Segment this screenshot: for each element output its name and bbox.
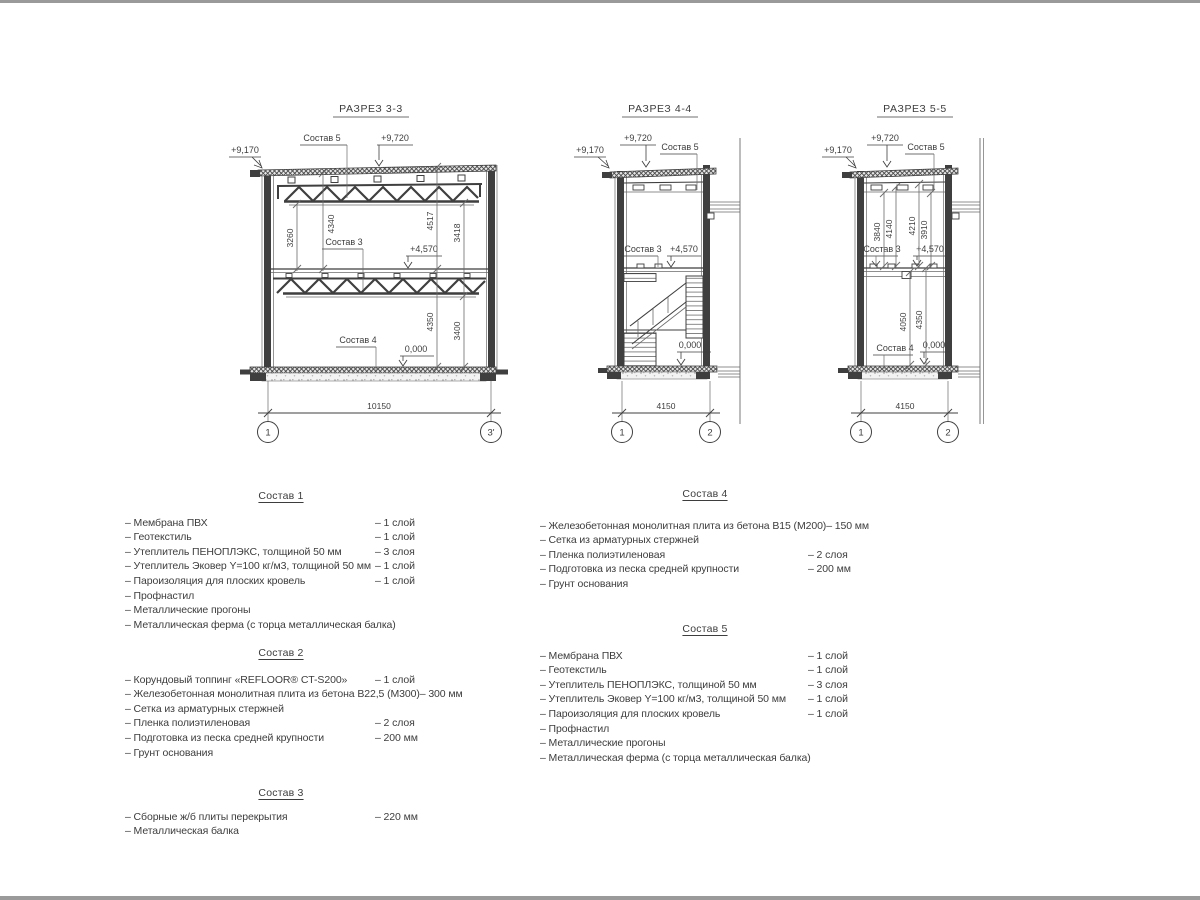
ground-slab <box>240 367 508 381</box>
composition-item <box>125 516 437 531</box>
composition-item <box>125 810 437 825</box>
composition-block-5 <box>540 622 870 765</box>
composition-block-3 <box>125 786 437 839</box>
composition-item <box>125 716 437 731</box>
composition-item-name: – Металлическая балка <box>125 825 239 838</box>
roof-truss <box>277 184 482 205</box>
composition-item <box>540 533 870 548</box>
composition-item <box>540 649 870 664</box>
composition-item-name: – Профнастил <box>125 589 195 602</box>
composition-item-value: – 220 мм <box>375 810 418 823</box>
axis-bubble-label: 1 <box>858 427 864 439</box>
composition-item-value: – 2 слоя <box>808 548 848 561</box>
ground-slab <box>598 366 717 379</box>
dim-label: 4050 <box>898 312 908 332</box>
composition-item-value: – 1 слой <box>375 516 415 529</box>
composition-item <box>540 577 870 592</box>
composition-item-value: – 1 слой <box>808 664 848 677</box>
dim-label: 4350 <box>914 310 924 330</box>
composition-item-value: – 2 слоя <box>375 717 415 730</box>
level-label: +9,170 <box>576 145 604 155</box>
level-label: 0,000 <box>404 344 428 354</box>
composition-item-name: – Утеплитель Эковер Y=100 кг/м3, толщиной 50 мм <box>125 560 371 573</box>
composition-item-name: – Металлические прогоны <box>125 604 251 617</box>
composition-item-name: – Профнастил <box>540 722 610 735</box>
adjacent-structure <box>952 138 984 424</box>
composition-item-name: – Подготовка из песка средней крупности <box>540 563 740 576</box>
composition-item-name: – Геотекстиль <box>540 664 607 677</box>
composition-item-value: – 1 слой <box>375 531 415 544</box>
composition-item-value: – 1 слой <box>808 693 848 706</box>
composition-title: Состав 1 <box>258 490 304 502</box>
composition-item-value <box>811 751 873 766</box>
span-dimension <box>612 381 721 443</box>
section-title: РАЗРЕЗ 4-4 <box>628 103 692 115</box>
composition-item <box>125 746 437 761</box>
composition-item-value: – 1 слой <box>375 560 415 573</box>
composition-item-value <box>375 603 437 618</box>
intermediate-floor <box>624 264 703 272</box>
composition-item-name: – Грунт основания <box>540 577 629 590</box>
composition-item <box>540 751 870 766</box>
composition-item-name: – Пленка полиэтиленовая <box>540 548 666 561</box>
composition-item-value <box>375 589 437 604</box>
dim-label: 3840 <box>872 222 882 242</box>
composition-leader-label: Состав 3 <box>863 244 901 254</box>
dim-label: 3260 <box>285 228 295 248</box>
section-5-5 <box>822 103 984 443</box>
composition-leader-label: Состав 5 <box>303 133 341 143</box>
composition-item <box>125 731 437 746</box>
floor-truss <box>273 279 486 298</box>
composition-item-name: – Утеплитель Эковер Y=100 кг/м3, толщиной 50 мм <box>540 693 786 706</box>
gutter-detail <box>602 172 612 178</box>
section-title: РАЗРЕЗ 3-3 <box>339 103 403 115</box>
composition-item <box>540 678 870 693</box>
span-dim-label: 4150 <box>895 401 915 411</box>
composition-item-name: – Сборные ж/б плиты перекрытия <box>125 810 288 823</box>
composition-item-value: – 3 слоя <box>808 678 848 691</box>
composition-leader-label: Состав 3 <box>325 237 363 247</box>
adjacent-structure <box>707 138 740 424</box>
axis-bubble-label: 2 <box>707 427 713 439</box>
composition-title: Состав 3 <box>258 787 304 799</box>
composition-item-value <box>375 824 437 839</box>
composition-item-value <box>808 577 870 592</box>
span-dimension <box>258 381 502 443</box>
composition-item <box>125 702 437 717</box>
composition-item-name: – Сетка из арматурных стержней <box>125 702 284 715</box>
ground-slab <box>838 366 958 379</box>
composition-item <box>125 545 437 560</box>
composition-item <box>125 559 437 574</box>
composition-item-value <box>396 618 458 633</box>
composition-item <box>125 824 437 839</box>
dim-label: 3910 <box>919 220 929 240</box>
level-label: +9,720 <box>624 133 652 143</box>
composition-leader-label: Состав 5 <box>661 142 699 152</box>
level-label: +4,570 <box>916 244 944 254</box>
composition-leader-label: Состав 4 <box>876 343 914 353</box>
composition-item-name: – Подготовка из песка средней крупности <box>125 731 325 744</box>
composition-item-name: – Металлические прогоны <box>540 737 666 750</box>
composition-item <box>540 663 870 678</box>
composition-item <box>125 603 437 618</box>
level-label: +9,170 <box>231 145 259 155</box>
composition-item-name: – Железобетонная монолитная плита из бетона В15 (М200) <box>540 519 827 532</box>
composition-block-2 <box>125 646 463 760</box>
composition-leader-label: Состав 3 <box>624 244 662 254</box>
composition-item-value: – 300 мм <box>419 688 463 701</box>
dim-label: 4517 <box>425 211 435 231</box>
axis-bubble-label: 1 <box>265 427 271 439</box>
composition-item <box>125 589 437 604</box>
composition-item-value: – 3 слоя <box>375 545 415 558</box>
composition-title: Состав 2 <box>258 647 304 659</box>
level-label: +4,570 <box>410 244 438 254</box>
composition-item-name: – Мембрана ПВХ <box>125 516 208 529</box>
composition-item-name: – Утеплитель ПЕНОПЛЭКС, толщиной 50 мм <box>125 545 342 558</box>
composition-leader-label: Состав 4 <box>339 335 377 345</box>
span-dim-label: 4150 <box>656 401 676 411</box>
composition-block-1 <box>125 489 437 632</box>
composition-item-value: – 1 слой <box>808 707 848 720</box>
stair-stringer <box>632 302 686 344</box>
level-label: +4,570 <box>670 244 698 254</box>
gutter-detail <box>250 170 260 177</box>
level-label: 0,000 <box>678 340 702 350</box>
composition-item <box>540 692 870 707</box>
composition-item-name: – Корундовый топпинг «REFLOOR® CT-S200» <box>125 673 348 686</box>
composition-item-value: – 1 слой <box>808 649 848 662</box>
composition-item-name: – Грунт основания <box>125 746 214 759</box>
level-label: 0,000 <box>922 340 946 350</box>
axis-bubble-label: 1 <box>619 427 625 439</box>
composition-item-value: – 150 мм <box>826 519 870 532</box>
composition-item-name: – Геотекстиль <box>125 531 192 544</box>
composition-item <box>125 530 437 545</box>
composition-item-name: – Металлическая ферма (с торца металлическая балка) <box>540 751 811 764</box>
level-label: +9,720 <box>871 133 899 143</box>
composition-item-name: – Пленка полиэтиленовая <box>125 717 251 730</box>
dim-label: 4350 <box>425 312 435 332</box>
composition-item <box>540 722 870 737</box>
dim-label: 4340 <box>326 214 336 234</box>
composition-title: Состав 4 <box>682 488 728 500</box>
composition-item-value <box>375 746 437 761</box>
composition-item <box>540 736 870 751</box>
gutter-detail <box>842 172 852 178</box>
composition-item-name: – Металлическая ферма (с торца металлическая балка) <box>125 618 396 631</box>
composition-title: Состав 5 <box>682 623 728 635</box>
composition-item <box>125 673 437 688</box>
composition-item <box>125 618 437 633</box>
dim-label: 4210 <box>907 216 917 236</box>
dim-label: 3418 <box>452 223 462 243</box>
composition-item-value <box>808 533 870 548</box>
composition-item-name: – Мембрана ПВХ <box>540 649 623 662</box>
composition-item-name: – Железобетонная монолитная плита из бетона В22,5 (М300) <box>125 688 420 701</box>
dim-label: 4140 <box>884 219 894 239</box>
composition-item-value: – 1 слой <box>375 673 415 686</box>
composition-item-value <box>808 722 870 737</box>
composition-item-value: – 200 мм <box>808 563 851 576</box>
composition-item-name: – Сетка из арматурных стержней <box>540 534 699 547</box>
roof <box>250 165 496 183</box>
composition-item <box>125 687 463 702</box>
section-title: РАЗРЕЗ 5-5 <box>883 103 947 115</box>
span-dim-label: 10150 <box>367 401 391 411</box>
axis-bubble-label: 3' <box>487 427 495 439</box>
axis-bubble-label: 2 <box>945 427 951 439</box>
composition-item-name: – Пароизоляция для плоских кровель <box>125 574 306 587</box>
composition-item-name: – Утеплитель ПЕНОПЛЭКС, толщиной 50 мм <box>540 678 757 691</box>
composition-item-value: – 1 слой <box>375 574 415 587</box>
sheet-bottom-edge <box>0 896 1200 900</box>
level-label: +9,170 <box>824 145 852 155</box>
composition-item-value <box>808 736 870 751</box>
composition-block-4 <box>540 487 870 592</box>
composition-item <box>540 548 870 563</box>
stair-railing <box>630 283 686 326</box>
composition-item <box>125 574 437 589</box>
composition-leader-label: Состав 5 <box>907 142 945 152</box>
intermediate-floor <box>271 269 488 278</box>
composition-item-value <box>375 702 437 717</box>
composition-item <box>540 519 870 534</box>
section-4-4 <box>574 103 740 443</box>
composition-item-value: – 200 мм <box>375 731 418 744</box>
section-3-3 <box>229 103 508 443</box>
span-dimension <box>851 381 959 443</box>
level-label: +9,720 <box>381 133 409 143</box>
composition-item <box>540 562 870 577</box>
dim-label: 3400 <box>452 321 462 341</box>
composition-item-name: – Пароизоляция для плоских кровель <box>540 707 721 720</box>
composition-item <box>540 707 870 722</box>
